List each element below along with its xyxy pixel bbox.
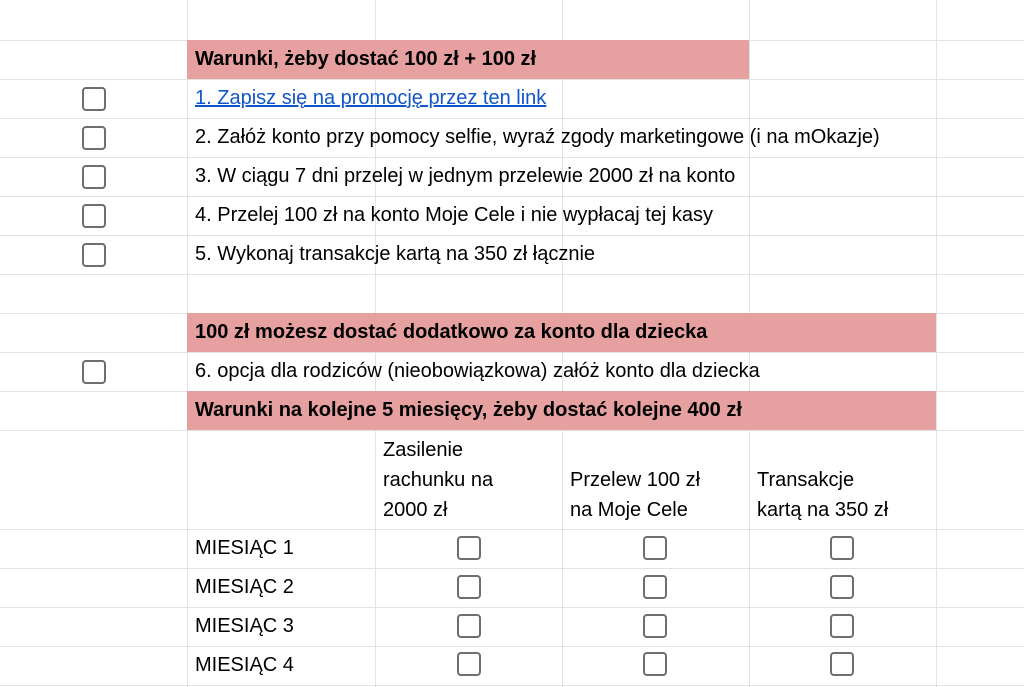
month-1-transfer-checkbox[interactable] bbox=[643, 536, 667, 560]
month-1-deposit-checkbox[interactable] bbox=[457, 536, 481, 560]
grid-row-line bbox=[0, 607, 1024, 608]
step-5-checkbox[interactable] bbox=[82, 243, 106, 267]
month-3-deposit-checkbox[interactable] bbox=[457, 614, 481, 638]
column-header-line: 2000 zł bbox=[383, 499, 448, 521]
month-3-card-checkbox[interactable] bbox=[830, 614, 854, 638]
column-header-card bbox=[757, 465, 888, 525]
column-header-line: Zasilenie bbox=[383, 439, 464, 461]
step-6-text: 6. opcja dla rodziców (nieobowiązkowa) załóż konto dla dziecka bbox=[195, 360, 760, 382]
section1-header: Warunki, żeby dostać 100 zł + 100 zł bbox=[187, 40, 749, 79]
grid-row-line bbox=[0, 430, 1024, 431]
step-1-checkbox[interactable] bbox=[82, 87, 106, 111]
month-4-deposit-checkbox[interactable] bbox=[457, 652, 481, 676]
column-header-transfer bbox=[570, 465, 700, 525]
grid-row-line bbox=[0, 529, 1024, 530]
step-4-checkbox[interactable] bbox=[82, 204, 106, 228]
month-1-label: MIESIĄC 1 bbox=[195, 537, 294, 559]
month-1-card-checkbox[interactable] bbox=[830, 536, 854, 560]
promo-signup-link[interactable]: 1. Zapisz się na promocję przez ten link bbox=[195, 87, 547, 109]
month-3-label: MIESIĄC 3 bbox=[195, 615, 294, 637]
grid-row-line bbox=[0, 274, 1024, 275]
column-header-line: Przelew 100 zł bbox=[570, 469, 701, 491]
column-header-deposit bbox=[383, 435, 493, 525]
month-2-label: MIESIĄC 2 bbox=[195, 576, 294, 598]
month-4-label: MIESIĄC 4 bbox=[195, 654, 294, 676]
step-3-checkbox[interactable] bbox=[82, 165, 106, 189]
section3-header: Warunki na kolejne 5 miesięcy, żeby dostać kolejne 400 zł bbox=[187, 391, 936, 430]
section2-header: 100 zł możesz dostać dodatkowo za konto dla dziecka bbox=[187, 313, 936, 352]
step-6-checkbox[interactable] bbox=[82, 360, 106, 384]
month-2-transfer-checkbox[interactable] bbox=[643, 575, 667, 599]
grid-row-line bbox=[0, 646, 1024, 647]
grid-row-line bbox=[0, 568, 1024, 569]
column-header-line: kartą na 350 zł bbox=[757, 499, 889, 521]
column-header-line: na Moje Cele bbox=[570, 499, 688, 521]
step-2-text: 2. Załóż konto przy pomocy selfie, wyraź zgody marketingowe (i na mOkazje) bbox=[195, 126, 880, 148]
step-5-text: 5. Wykonaj transakcje kartą na 350 zł łącznie bbox=[195, 243, 596, 265]
month-3-transfer-checkbox[interactable] bbox=[643, 614, 667, 638]
month-4-card-checkbox[interactable] bbox=[830, 652, 854, 676]
column-header-line: Transakcje bbox=[757, 469, 855, 491]
grid-row-line bbox=[0, 685, 1024, 686]
month-4-transfer-checkbox[interactable] bbox=[643, 652, 667, 676]
month-2-deposit-checkbox[interactable] bbox=[457, 575, 481, 599]
column-header-line: rachunku na bbox=[383, 469, 494, 491]
month-2-card-checkbox[interactable] bbox=[830, 575, 854, 599]
step-2-checkbox[interactable] bbox=[82, 126, 106, 150]
step-3-text: 3. W ciągu 7 dni przelej w jednym przelewie 2000 zł na konto bbox=[195, 165, 736, 187]
step-4-text: 4. Przelej 100 zł na konto Moje Cele i nie wypłacaj tej kasy bbox=[195, 204, 714, 226]
